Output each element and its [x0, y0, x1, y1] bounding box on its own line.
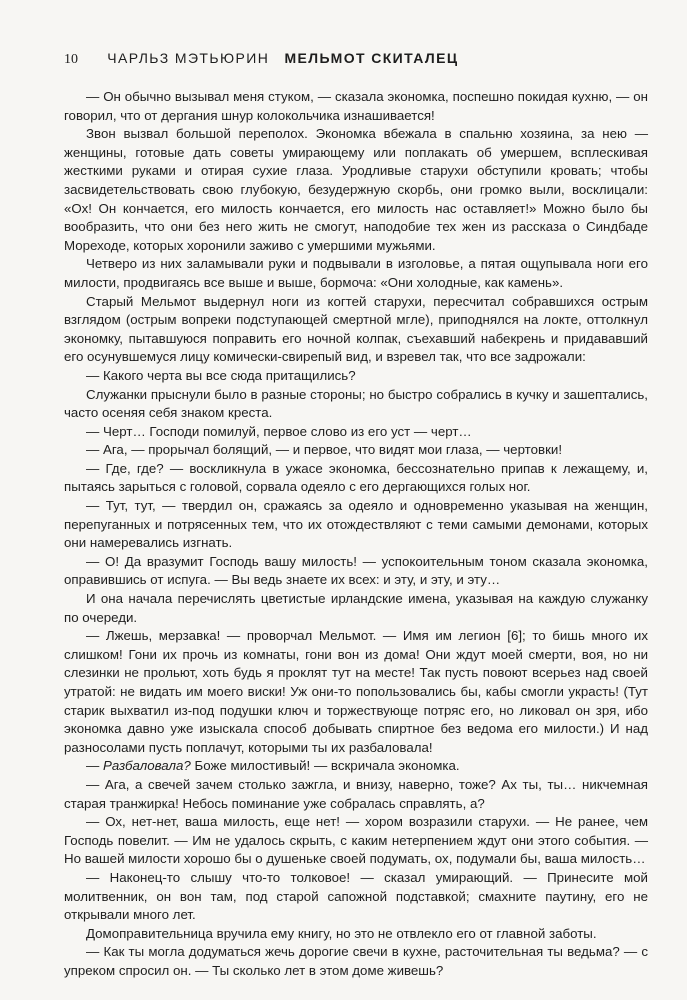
paragraph: Старый Мельмот выдернул ноги из когтей старухи, пересчитал собравшихся острым взглядом (острым вопреки подступающей смертной мгле), приподнялся на локте, оттолкнул экономку, пытавшуюся поправить его ночной колпак, съехавший набекрень и придававший его осунувшемуся лицу комически-свирепый вид, и взревел так, что все задрожали: — [64, 293, 648, 365]
paragraph: — Ох, нет-нет, ваша милость, еще нет! — хором возразили старухи. — Не ранее, чем Господь повелит. — Им не удалось скрыть, с каким нетерпением ждут они этого события. — Но вашей милости хорошо бы о душеньке своей подумать, ох, подумали бы, ваша милость… — [64, 814, 648, 867]
paragraph: — Черт… Господи помилуй, первое слово из его уст — черт… — [86, 423, 472, 439]
paragraph: — Лжешь, мерзавка! — проворчал Мельмот. — Имя им легион [6]; то бишь много их слишком! Гони их прочь из комнаты, гони вон из дома! Они ждут моей смерти, воя, но ни слезинки не прольют, хоть будь я проклят тут на месте! Так пусть повоют всерьез над своей утратой: не видать им моего виски! Уж они-то попользовались бы, кабы смогли украсть! (Тут старик выхватил из-под подушки ключ и торжествующе потряс его, но ликовал он зря, ибо экономка давно уже изыскала способ добывать спиртное без ведома его милости.) И над разносолами пусть поплачут, которыми ты их разбаловала! — [64, 628, 648, 755]
paragraph: — Тут, тут, — твердил он, сражаясь за одеяло и одновременно указывая на женщин, перепуганных и потрясенных тем, что их отождествляют с теми самыми демонами, которых они намеревались изгнать. — [64, 498, 648, 551]
paragraph: Звон вызвал большой переполох. Экономка вбежала в спальню хозяина, за нею — женщины, готовые дать советы умирающему или поплакать об умершем, всплескивая жесткими руками и отирая сухие глаза. Уродливые старухи обступили кровать; чтобы засвидетельствовать свою глубокую, безудержную скорбь, они громко выли, восклицали: «Ох! Он кончается, его милость кончается, его милость нас оставляет!» Можно было бы вообразить, что они без него жить не смогут, наподобие тех жен из рассказа о Синдбаде Мореходе, которых хоронили заживо с умершими мужьями. — [64, 126, 648, 253]
paragraph: — О! Да вразумит Господь вашу милость! — успокоительным тоном сказала экономка, оправившись от испуга. — Вы ведь знаете их всех: и эту, и эту, и эту… — [64, 553, 648, 588]
paragraph: Домоправительница вручила ему книгу, но это не отвлекло его от главной заботы. — [86, 925, 597, 941]
body-text — [64, 88, 648, 981]
paragraph: — Он обычно вызывал меня стуком, — сказала экономка, поспешно покидая кухню, — он говорил, что от дергания шнур колокольчика изнашивается! — [64, 89, 648, 123]
paragraph: Четверо из них заламывали руки и подвывали в изголовье, а пятая ощупывала ноги его милости, продвигаясь все выше и выше, бормоча: «Они холодные, как камень». — [64, 256, 648, 290]
italic-word: Разбаловала? — [103, 758, 191, 774]
book-title: МЕЛЬМОТ СКИТАЛЕЦ — [284, 50, 459, 66]
paragraph-rest: Боже милостивый! — вскричала экономка. — [190, 758, 460, 774]
paragraph: — Ага, а свечей зачем столько зажгла, и внизу, наверно, тоже? Ах ты, ты… никчемная старая транжирка! Небось поминание уже собралась справлять, а? — [64, 776, 648, 811]
paragraph: Служанки прыснули было в разные стороны; но быстро собрались в кучку и зашептались, часто осеняя себя знаком креста. — [64, 386, 648, 421]
paragraph: — Наконец-то слышу что-то толковое! — сказал умирающий. — Принесите мой молитвенник, он вон там, под старой сапожной подставкой; смахните паутину, его не открывали много лет. — [64, 869, 648, 923]
paragraph: — Как ты могла додуматься жечь дорогие свечи в кухне, расточительная ты ведьма? — с упреком спросил он. — Ты сколько лет в этом доме живешь? — [64, 944, 648, 978]
paragraph: — Где, где? — воскликнула в ужасе экономка, бессознательно припав к лежащему, и, пытаясь зарыться с головой, сорвала одеяло с его дергающихся голых ног. — [64, 460, 648, 495]
paragraph: — Ага, — прорычал болящий, — и первое, что видят мои глаза, — чертовки! — [86, 442, 563, 458]
paragraph: — Какого черта вы все сюда притащились? — [86, 367, 356, 383]
paragraph: — Разбаловала? Боже милостивый! — вскричала экономка. — [86, 758, 460, 774]
page-number: 10 — [64, 52, 78, 67]
paragraph: И она начала перечислять цветистые ирландские имена, указывая на каждую служанку по очереди. — [64, 591, 648, 625]
running-header — [64, 50, 647, 68]
author-name: ЧАРЛЬЗ МЭТЬЮРИН — [107, 50, 270, 66]
